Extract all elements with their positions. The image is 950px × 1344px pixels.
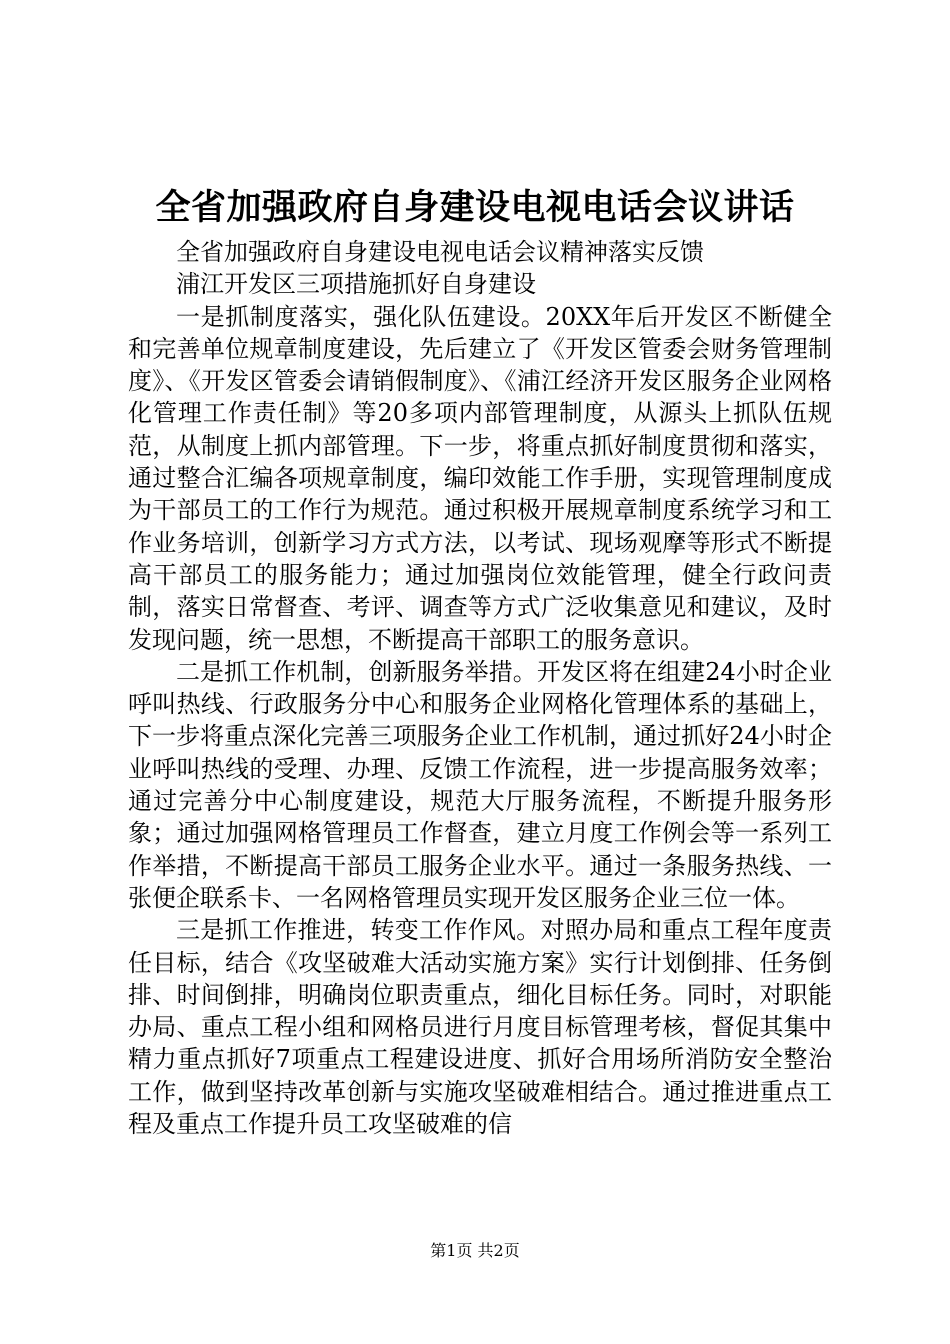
paragraph-heading: 浦江开发区三项措施抓好自身建设 [176,270,536,299]
paragraph-one: 一是抓制度落实，强化队伍建设。20XX年后开发区不断健全和完善单位规章制度建设，先后建立了《开发区管委会财务管理制度》、《开发区管委会请销假制度》、《浦江经济开发区服务企业网格化管理工作责任制》等20多项内部管理制度，从源头上抓队伍规范，从制度上抓内部管理。下一步，将重点抓好制度贯彻和落实，通过整合汇编各项规章制度，编印效能工作手册，实现管理制度成为干部员工的工作行为规范。通过积极开展规章制度系统学习和工作业务培训，创新学习方式方法，以考试、现场观摩等形式不断提高干部员工的服务能力；通过加强岗位效能管理，健全行政问责制，落实日常督查、考评、调查等方式广泛收集意见和建议，及时发现问题，统一思想，不断提高干部职工的服务意识。 [128,302,832,654]
paragraph-two: 二是抓工作机制，创新服务举措。开发区将在组建24小时企业呼叫热线、行政服务分中心和服务企业网格化管理体系的基础上，下一步将重点深化完善三项服务企业工作机制，通过抓好24小时企业呼叫热线的受理、办理、反馈工作流程，进一步提高服务效率；通过完善分中心制度建设，规范大厅服务流程，不断提升服务形象；通过加强网格管理员工作督查，建立月度工作例会等一系列工作举措，不断提高干部员工服务企业水平。通过一条服务热线、一张便企联系卡、一名网格管理员实现开发区服务企业三位一体。 [128,657,832,912]
paragraph-three: 三是抓工作推进，转变工作作风。对照办局和重点工程年度责任目标，结合《攻坚破难大活动实施方案》实行计划倒排、任务倒排、时间倒排，明确岗位职责重点，细化目标任务。同时，对职能办局、重点工程小组和网格员进行月度目标管理考核，督促其集中精力重点抓好7项重点工程建设进度、抓好合用场所消防安全整治工作，做到坚持改革创新与实施攻坚破难相结合。通过推进重点工程及重点工作提升员工攻坚破难的信 [128,916,832,1139]
document-body [128,236,832,1140]
paragraph-subtitle: 全省加强政府自身建设电视电话会议精神落实反馈 [176,238,704,266]
page-number-footer: 第1页 共2页 [430,1241,520,1260]
document-title: 全省加强政府自身建设电视电话会议讲话 [155,187,795,228]
